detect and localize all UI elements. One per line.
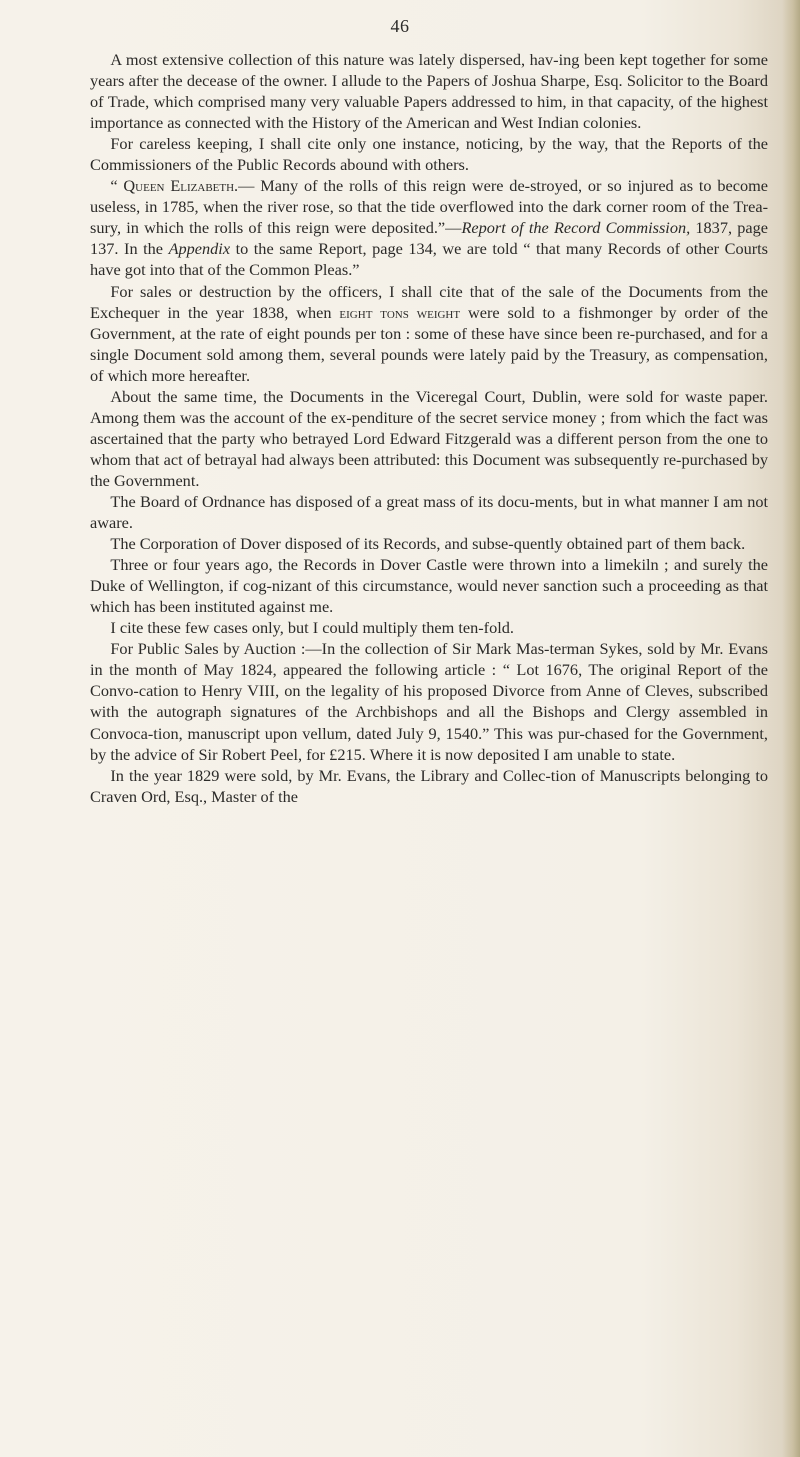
text-run: to the same Report, page 134, we are told “ that many Records of other Courts have got into that of the Common Pleas.” [90, 239, 769, 280]
text-run: Three or four years ago, the Records in Dover Castle were thrown into a limekiln ; and surely the Duke of Wellington, if cog-nizant of this circumstance, would never sanction such a proceeding as that which has been instituted against me. [90, 555, 768, 617]
paragraph [90, 281, 768, 386]
text-run: The Board of Ordnance has disposed of a great mass of its docu-ments, but in what manner I am not aware. [90, 491, 768, 533]
small-caps-text: eight tons weight [339, 302, 461, 322]
paragraph [90, 533, 768, 554]
paragraph [90, 617, 768, 638]
text-run: “ [110, 176, 124, 196]
paragraph [90, 554, 768, 617]
italic-text: Report of the Record Commission, [461, 218, 691, 238]
text-run: For Public Sales by Auction :—In the collection of Sir Mark Mas-terman Sykes, sold by Mr. Evans in the month of May 1824, appeared the following article : “ Lot 1676, The original Report of the Convo-cation to Henry VIII, on the legality of his proposed Divorce from Anne of Cleves, subscribed with the autograph signatures of the Archbishops and all the Bishops and Clergy assembled in Convoca-tion, manuscript upon vellum, dated July 9, 1540.” This was pur-chased for the Government, by the advice of Sir Robert Peel, for £215. Where it is now deposited I am unable to state. [90, 639, 768, 764]
paragraph [90, 386, 768, 491]
italic-text: Appendix [168, 239, 231, 259]
text-run: I cite these few cases only, but I could multiply them ten-fold. [110, 618, 514, 638]
page-edge-shadow [782, 0, 800, 1457]
text-run: The Corporation of Dover disposed of its Records, and subse-quently obtained part of them back. [110, 534, 746, 554]
page-number: 46 [390, 16, 410, 36]
text-run: .— Many of the rolls of this reign were de-stroyed, or so injured as to become useless, in 1785, when the river rose, so that the tide overflowed into the dark corner room of the Trea-sury, in which the rolls of this reign were deposited.”— [90, 176, 768, 238]
paragraph [90, 175, 768, 280]
text-run: For careless keeping, I shall cite only one instance, noticing, by the way, that the Reports of the Commissioners of the Public Records abound with others. [90, 134, 768, 175]
paragraph [90, 638, 768, 764]
body-text [90, 49, 768, 807]
text-run: About the same time, the Documents in the Viceregal Court, Dublin, were sold for waste paper. Among them was the account of the ex-penditure of the secret service money ; from which the fact was ascertained that the party who betrayed Lord Edward Fitzgerald was a different person from the one to whom that act of betrayal had always been attributed: this Document was subsequently re-purchased by the Government. [90, 386, 768, 490]
text-run: 1837, page 137. In the [90, 218, 768, 259]
text-run: For sales or destruction by the officers, I shall cite that of the sale of the Documents from the Exchequer in the year 1838, when [90, 281, 768, 322]
paragraph [90, 49, 768, 133]
paragraph [90, 133, 768, 175]
text-run: A most extensive collection of this nature was lately dispersed, hav-ing been kept together for some years after the decease of the owner. I allude to the Papers of Joshua Sharpe, Esq. Solicitor to the Board of Trade, which comprised many very valuable Papers addressed to him, in that capacity, of the highest importance as connected with the History of the American and West Indian colonies. [90, 50, 768, 133]
small-caps-text: Queen Elizabeth [123, 176, 235, 196]
paragraph [90, 765, 768, 807]
paragraph [90, 491, 768, 533]
text-run: In the year 1829 were sold, by Mr. Evans, the Library and Collec-tion of Manuscripts belonging to Craven Ord, Esq., Master of the [90, 765, 768, 806]
text-run: were sold to a fishmonger by order of the Government, at the rate of eight pounds per ton : some of these have since been re-purchased, and for a single Document sold among them, several pounds were lately paid by the Treasury, as compensation, of which more hereafter. [90, 302, 769, 385]
